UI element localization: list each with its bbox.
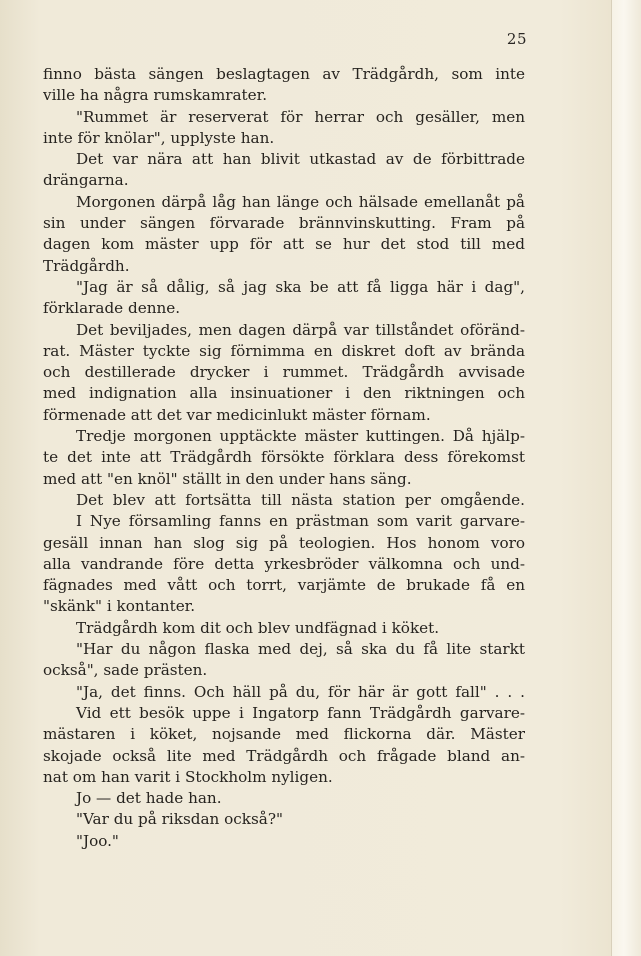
text-line: skojade också lite med Trädgårdh och frågade bland an- (43, 746, 525, 765)
text-line: alla vandrande före detta yrkesbröder välkomna och und- (43, 554, 525, 573)
text-line: inte för knölar", upplyste han. (43, 128, 275, 147)
text-line: I Nye församling fanns en prästman som varit garvare- (76, 512, 525, 531)
text-line: Morgonen därpå låg han länge och hälsade emellanåt på (76, 192, 525, 211)
text-line: Trädgårdh kom dit och blev undfägnad i köket. (76, 618, 440, 637)
text-line: med indignation alla insinuationer i den riktningen och (43, 384, 525, 403)
page-edge (611, 0, 641, 956)
text-line: förmenade att det var medicinlukt mäster förnam. (43, 405, 431, 424)
text-line: nat om han varit i Stockholm nyligen. (43, 767, 333, 786)
text-line: Det var nära att han blivit utkastad av de förbittrade (76, 150, 525, 169)
text-line: "Var du på riksdan också?" (76, 810, 283, 829)
text-line: förklarade denne. (43, 299, 181, 318)
text-line: mästaren i köket, nojsande med flickorna där. Mäster (43, 725, 525, 744)
text-line: Det blev att fortsätta till nästa station per omgående. (76, 490, 525, 509)
text-line: "Joo." (76, 831, 119, 850)
text-line: drängarna. (43, 171, 129, 190)
text-line: te det inte att Trädgårdh försökte förklara dess förekomst (43, 448, 525, 467)
text-line: "Jag är så dålig, så jag ska be att få ligga här i dag", (76, 277, 525, 296)
text-line: Tredje morgonen upptäckte mäster kuttingen. Då hjälp- (76, 427, 525, 446)
text-line: dagen kom mäster upp för att se hur det stod till med (43, 235, 525, 254)
text-line: "skänk" i kontanter. (43, 597, 196, 616)
text-line: Vid ett besök uppe i Ingatorp fann Trädgårdh garvare- (76, 703, 525, 722)
text-line: ville ha några rumskamrater. (43, 86, 268, 105)
text-line: med att "en knöl" ställt in den under hans säng. (43, 469, 412, 488)
body-text (43, 64, 525, 852)
text-line: Trädgårdh. (43, 256, 130, 275)
text-line: Det beviljades, men dagen därpå var tillståndet oföränd- (76, 320, 525, 339)
text-line: rat. Mäster tyckte sig förnimma en diskret doft av brända (43, 341, 525, 360)
text-line: sin under sängen förvarade brännvinskutting. Fram på (43, 214, 525, 233)
text-line: finno bästa sängen beslagtagen av Trädgårdh, som inte (43, 65, 525, 83)
text-line: fägnades med vått och torrt, varjämte de brukade få en (43, 576, 525, 595)
text-line: "Har du någon flaska med dej, så ska du få lite starkt (76, 640, 525, 659)
text-line: gesäll innan han slog sig på teologien. Hos honom voro (43, 533, 525, 552)
text-line: "Rummet är reserverat för herrar och gesäller, men (76, 107, 525, 126)
text-line: också", sade prästen. (43, 661, 208, 680)
text-line: Jo — det hade han. (76, 789, 222, 808)
text-line: och destillerade drycker i rummet. Trädgårdh avvisade (43, 363, 525, 382)
page-number: 25 (506, 30, 527, 48)
text-line: "Ja, det finns. Och häll på du, för här är gott fall" . . . (76, 682, 525, 701)
